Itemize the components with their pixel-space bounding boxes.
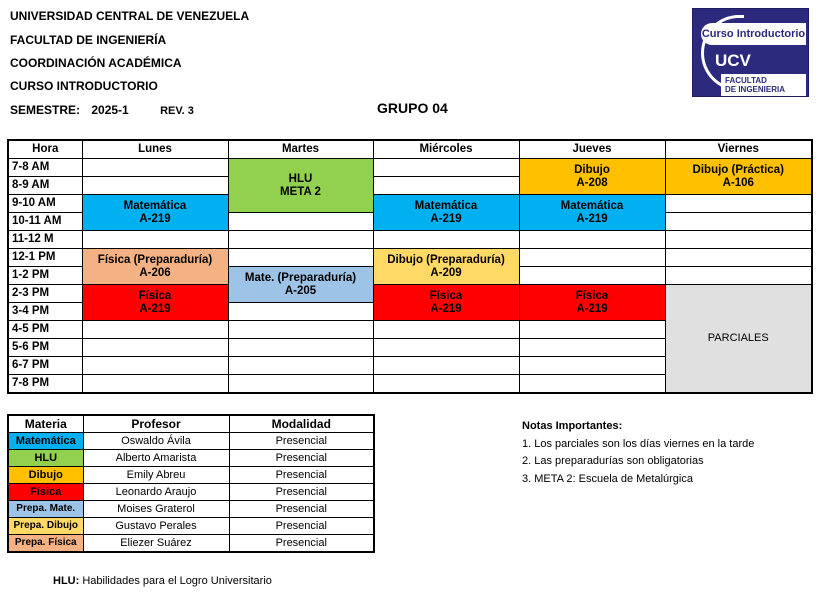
materia-cell: Física [8,484,83,501]
modalidad-cell: Presencial [229,467,374,484]
hour-cell: 9-10 AM [8,195,82,213]
table-row [8,484,374,501]
header-lunes: Lunes [82,140,228,159]
class-prepa-fisica-lunes [82,249,228,285]
hour-cell: 4-5 PM [8,321,82,339]
footer-note [53,575,272,587]
class-name: Mate. (Preparaduría) [244,271,357,284]
important-notes [522,418,754,488]
empty-cell [228,303,373,321]
coordination-name: COORDINACIÓN ACADÉMICA [10,56,182,70]
professors-table [7,414,375,553]
class-room: A-219 [430,302,462,315]
profesor-cell: Emily Abreu [83,467,229,484]
schedule-row [8,231,812,249]
header-martes: Martes [228,140,373,159]
hour-cell: 7-8 PM [8,375,82,394]
empty-cell [665,267,812,285]
profesor-cell: Moises Graterol [83,501,229,518]
class-hlu-martes [228,159,373,213]
materia-cell: Dibujo [8,467,83,484]
class-room: A-106 [722,176,754,189]
hour-cell: 10-11 AM [8,213,82,231]
group-title: GRUPO 04 [377,100,448,116]
hour-cell: 1-2 PM [8,267,82,285]
logo-faculty-line2: DE INGENIERIA [725,85,786,94]
empty-cell [519,267,665,285]
profesor-cell: Leonardo Araujo [83,484,229,501]
header-modalidad: Modalidad [229,415,374,433]
class-room: META 2 [280,185,321,198]
empty-cell [519,357,665,375]
empty-cell [519,339,665,357]
footer-label: HLU: [53,575,80,587]
empty-cell [373,177,519,195]
empty-cell [373,159,519,177]
header-profesor: Profesor [83,415,229,433]
empty-cell [373,375,519,394]
empty-cell [228,213,373,231]
table-row [8,433,374,450]
empty-cell [228,249,373,267]
schedule-row [8,285,812,303]
ucv-logo [692,8,809,97]
empty-cell [373,357,519,375]
hour-cell: 3-4 PM [8,303,82,321]
class-prepa-mate-martes [228,267,373,303]
note-item: 1. Los parciales son los días viernes en la tarde [522,437,755,450]
header-jueves: Jueves [519,140,665,159]
empty-cell [519,375,665,394]
hour-cell: 2-3 PM [8,285,82,303]
table-row [8,518,374,535]
materia-cell: Matemática [8,433,83,450]
class-fisica-lunes [82,285,228,321]
modalidad-cell: Presencial [229,484,374,501]
class-fisica-jueves [519,285,665,321]
modalidad-cell: Presencial [229,535,374,553]
schedule-row [8,249,812,267]
empty-cell [82,159,228,177]
materia-cell: Prepa. Mate. [8,501,83,518]
empty-cell [228,357,373,375]
class-name: Matemática [560,199,624,212]
logo-banner: Curso Introductorio [701,23,806,45]
empty-cell [373,231,519,249]
header-viernes: Viernes [665,140,812,159]
table-row [8,467,374,484]
schedule-row [8,159,812,177]
profesor-cell: Alberto Amarista [83,450,229,467]
empty-cell [82,357,228,375]
schedule-table [7,139,813,394]
empty-cell [665,195,812,213]
class-room: A-219 [576,212,608,225]
empty-cell [519,231,665,249]
class-room: A-219 [139,302,171,315]
hour-cell: 5-6 PM [8,339,82,357]
empty-cell [228,321,373,339]
class-matematica-miercoles [373,195,519,231]
university-name: UNIVERSIDAD CENTRAL DE VENEZUELA [10,9,250,23]
logo-faculty-line1: FACULTAD [725,76,767,85]
class-room: A-219 [139,212,171,225]
empty-cell [665,231,812,249]
note-item: 2. Las preparadurías son obligatorias [522,455,704,467]
class-room: A-219 [430,212,462,225]
class-room: A-205 [284,284,317,297]
header-materia: Materia [8,415,83,433]
empty-cell [82,339,228,357]
class-room: A-206 [139,266,171,279]
schedule-header-row [8,140,812,159]
class-name: Física (Preparaduría) [97,253,213,266]
profesor-cell: Eliezer Suárez [83,535,229,553]
semester-label: SEMESTRE: [10,103,81,117]
note-item: 3. META 2: Escuela de Metalúrgica [522,472,693,485]
modalidad-cell: Presencial [229,450,374,467]
empty-cell [519,321,665,339]
class-name: Dibujo (Práctica) [692,163,784,176]
modalidad-cell: Presencial [229,433,374,450]
hour-cell: 8-9 AM [8,177,82,195]
empty-cell [82,321,228,339]
logo-ucv: UCV [715,51,751,70]
empty-cell [82,231,228,249]
class-name: Dibujo (Preparaduría) [387,253,505,266]
class-fisica-miercoles [373,285,519,321]
footer-text: Habilidades para el Logro Universitario [82,575,272,587]
profesor-cell: Gustavo Perales [83,518,229,535]
header-hora: Hora [8,140,82,159]
semester-line [10,103,194,117]
course-name: CURSO INTRODUCTORIO [10,79,158,93]
empty-cell [373,339,519,357]
class-room: A-209 [430,266,462,279]
class-name: Matemática [123,199,187,212]
schedule-row [8,195,812,213]
table-row [8,450,374,467]
materia-cell: Prepa. Física [8,535,83,553]
hour-cell: 6-7 PM [8,357,82,375]
parciales-block: PARCIALES [665,285,812,394]
hour-cell: 12-1 PM [8,249,82,267]
professors-header-row [8,415,374,433]
empty-cell [665,249,812,267]
semester-value: 2025-1 [91,103,129,117]
modalidad-cell: Presencial [229,501,374,518]
empty-cell [228,375,373,394]
class-dibujo-practica-viernes [665,159,812,195]
hour-cell: 11-12 M [8,231,82,249]
class-name: Física [138,289,172,302]
header-miercoles: Miércoles [373,140,519,159]
empty-cell [228,231,373,249]
materia-cell: Prepa. Dibujo [8,518,83,535]
class-name: Física [575,289,609,302]
empty-cell [665,213,812,231]
modalidad-cell: Presencial [229,518,374,535]
class-room: A-208 [576,176,608,189]
class-name: HLU [288,172,313,185]
class-prepa-dibujo-miercoles [373,249,519,285]
revision: REV. 3 [160,105,194,117]
class-name: Dibujo [574,163,610,176]
empty-cell [228,339,373,357]
table-row [8,501,374,518]
empty-cell [519,249,665,267]
faculty-name: FACULTAD DE INGENIERÍA [10,33,167,47]
class-matematica-jueves [519,195,665,231]
class-name: Física [429,289,463,302]
empty-cell [373,321,519,339]
materia-cell: HLU [8,450,83,467]
class-name: Matemática [414,199,478,212]
class-dibujo-jueves [519,159,665,195]
empty-cell [82,375,228,394]
class-matematica-lunes [82,195,228,231]
hour-cell: 7-8 AM [8,159,82,177]
profesor-cell: Oswaldo Ávila [83,433,229,450]
empty-cell [82,177,228,195]
logo-faculty [721,74,806,96]
notes-title: Notas Importantes: [522,420,623,432]
table-row [8,535,374,553]
class-room: A-219 [576,302,608,315]
